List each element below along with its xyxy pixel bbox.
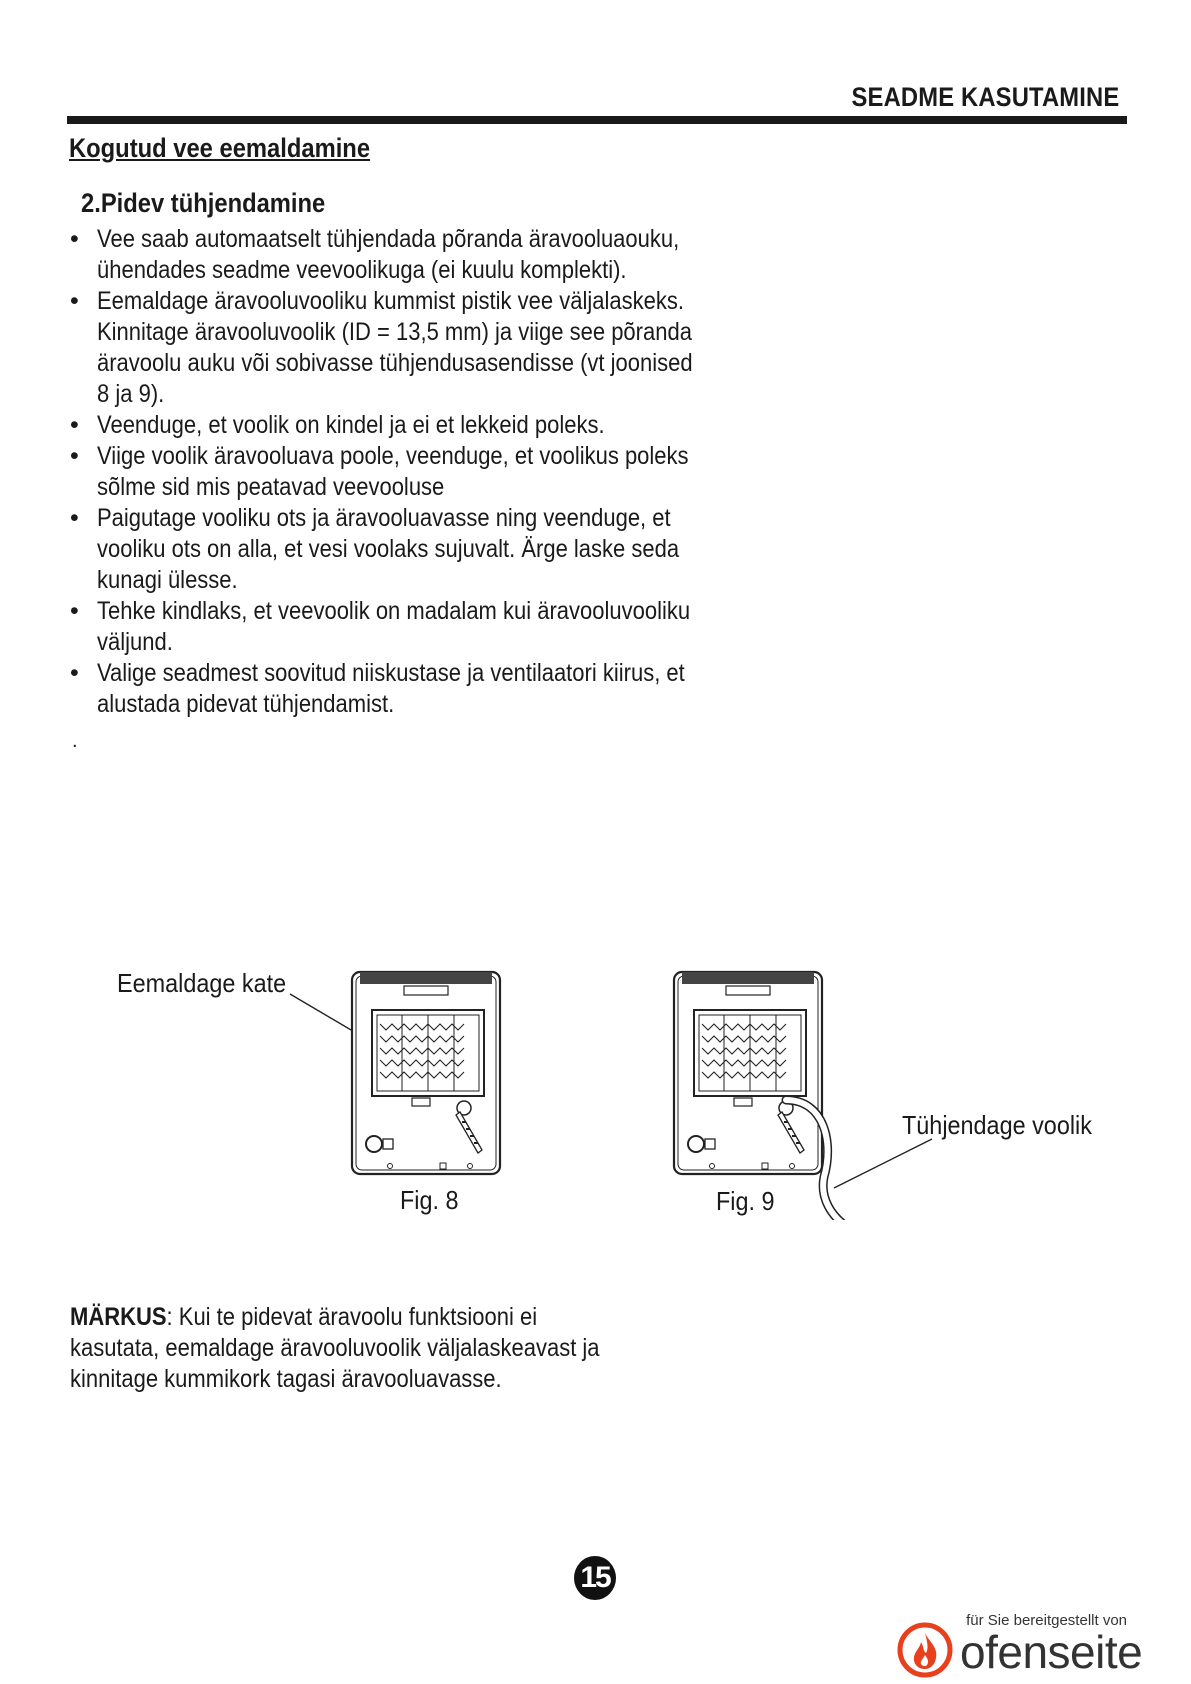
note-text-1: : Kui te pidevat äravoolu funktsiooni ei bbox=[166, 1303, 538, 1331]
bullet-item bbox=[70, 286, 770, 410]
bullet-text: 8 ja 9). bbox=[97, 380, 165, 408]
bullet-text: Kinnitage äravooluvoolik (ID = 13,5 mm) ja viige see põranda bbox=[97, 318, 692, 346]
bullet-item bbox=[70, 224, 770, 286]
note-label: MÄRKUS bbox=[70, 1303, 167, 1331]
bullet-dot-icon: • bbox=[70, 287, 79, 315]
note-text-3: kinnitage kummikork tagasi äravooluavasse. bbox=[70, 1365, 502, 1393]
bullet-item bbox=[70, 596, 770, 658]
flame-logo-icon bbox=[896, 1621, 954, 1679]
bullet-text: Eemaldage äravooluvooliku kummist pistik vee väljalaskeks. bbox=[97, 287, 684, 315]
bullet-dot-icon: • bbox=[70, 225, 79, 253]
fig8-callout: Eemaldage kate bbox=[117, 968, 287, 998]
bullet-text: äravoolu auku või sobivasse tühjendusasendisse (vt joonised bbox=[97, 349, 693, 377]
bullet-item bbox=[70, 441, 770, 503]
bullet-text: Tehke kindlaks, et veevoolik on madalam kui äravooluvooliku bbox=[97, 597, 691, 625]
note-text-2: kasutata, eemaldage äravooluvoolik väljalaskeavast ja bbox=[70, 1334, 600, 1362]
section-header: SEADME KASUTAMINE bbox=[851, 82, 1119, 112]
bullet-text: vooliku ots on alla, et vesi voolaks sujuvalt. Ärge laske seda bbox=[97, 535, 680, 563]
brand-name: ofenseite bbox=[960, 1626, 1143, 1678]
dehumidifier-drawing bbox=[674, 972, 852, 1220]
fig9-illustration bbox=[670, 960, 950, 1220]
fig8-caption: Fig. 8 bbox=[400, 1185, 459, 1215]
bullet-text: sõlme sid mis peatavad veevooluse bbox=[97, 473, 445, 501]
bullet-list bbox=[70, 224, 770, 720]
bullet-text: kunagi ülesse. bbox=[97, 566, 238, 594]
header-rule bbox=[67, 116, 1127, 124]
bullet-text: väljund. bbox=[97, 628, 173, 656]
bullet-dot-icon: • bbox=[70, 442, 79, 470]
bullet-text: ühendades seadme veevoolikuga (ei kuulu komplekti). bbox=[97, 256, 627, 284]
bullet-text: alustada pidevat tühjendamist. bbox=[97, 690, 395, 718]
bullet-text: Paigutage vooliku ots ja äravooluavasse ning veenduge, et bbox=[97, 504, 671, 532]
bullet-item bbox=[70, 658, 770, 720]
bullet-dot-icon: • bbox=[70, 504, 79, 532]
bullet-dot-icon: • bbox=[70, 659, 79, 687]
brand-caption: für Sie bereitgestellt von bbox=[966, 1612, 1127, 1629]
page-title: Kogutud vee eemaldamine bbox=[69, 133, 371, 163]
bullet-item bbox=[70, 503, 770, 596]
page-number: 15 bbox=[574, 1556, 616, 1600]
fig9-caption: Fig. 9 bbox=[716, 1186, 775, 1216]
bullet-item bbox=[70, 410, 770, 441]
bullet-dot-icon: • bbox=[70, 411, 79, 439]
section-subtitle: 2.Pidev tühjendamine bbox=[81, 188, 326, 218]
fig8-illustration bbox=[280, 960, 520, 1190]
fig9-callout: Tühjendage voolik bbox=[902, 1110, 1092, 1140]
bullet-dot-icon: • bbox=[70, 597, 79, 625]
stray-dot: . bbox=[72, 730, 78, 752]
bullet-text: Valige seadmest soovitud niiskustase ja ventilaatori kiirus, et bbox=[97, 659, 685, 687]
bullet-text: Viige voolik äravooluava poole, veenduge, et voolikus poleks bbox=[97, 442, 689, 470]
note-paragraph bbox=[70, 1302, 710, 1395]
bullet-text: Veenduge, et voolik on kindel ja ei et lekkeid poleks. bbox=[97, 411, 605, 439]
bullet-text: Vee saab automaatselt tühjendada põranda äravooluaouku, bbox=[97, 225, 680, 253]
dehumidifier-drawing bbox=[352, 972, 500, 1174]
